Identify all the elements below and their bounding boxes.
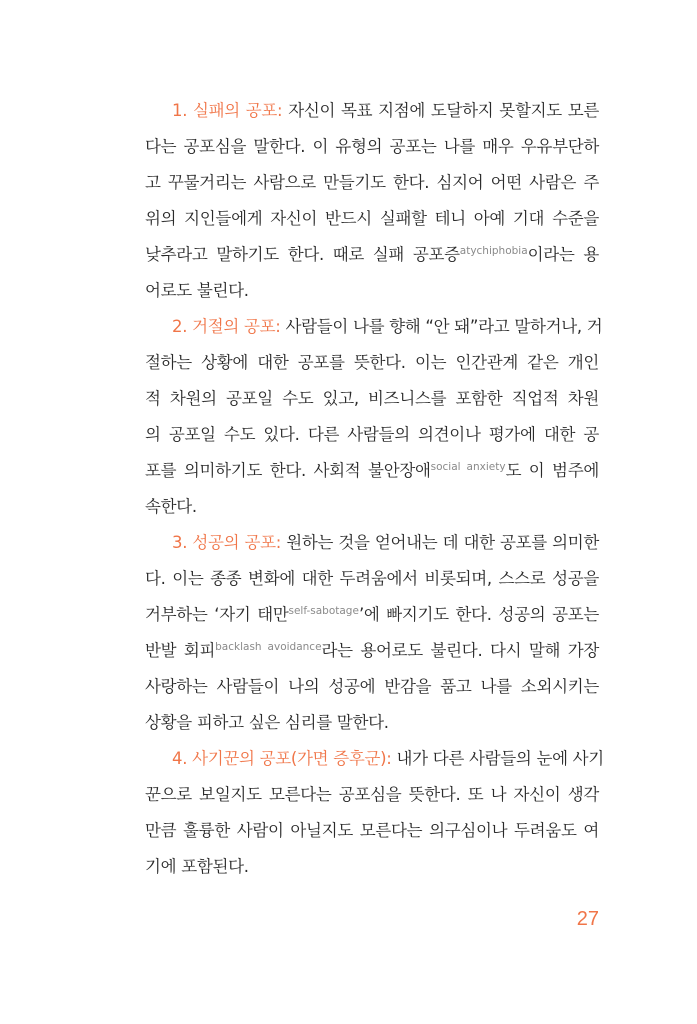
body-text-run: 원하는 것을 얻어내는 데 대한 공포를 의미한 (286, 533, 599, 552)
body-text-run: 기에 포함된다. (145, 857, 249, 876)
page-number: 27 (576, 908, 599, 930)
body-text-run: ’에 빠지기도 한다. 성공의 공포는 (358, 605, 599, 624)
section-label: 1. 실패의 공포: (172, 101, 289, 120)
body-text-run: 의 공포일 수도 있다. 다른 사람들의 의견이나 평가에 대한 공 (145, 425, 599, 444)
english-term: atychiphobia (459, 245, 528, 257)
body-text-run: 사람들이 나를 향해 “안 돼”라고 말하거나, 거 (285, 317, 603, 336)
body-text-run: 위의 지인들에게 자신이 반드시 실패할 테니 아예 기대 수준을 (145, 209, 599, 228)
body-text-run: 이라는 용 (527, 245, 599, 264)
text-line (145, 597, 599, 633)
text-line (145, 273, 599, 309)
body-text-run: 고 꾸물거리는 사람으로 만들기도 한다. 심지어 어떤 사람은 주 (145, 173, 599, 192)
english-term: backlash avoidance (215, 641, 322, 653)
text-line (145, 345, 599, 381)
text-line (145, 309, 603, 345)
text-line (145, 417, 599, 453)
text-line (145, 741, 604, 777)
text-line (145, 777, 599, 813)
english-term: social anxiety (430, 461, 506, 473)
text-line (145, 165, 599, 201)
body-text-run: 도 이 범주에 (505, 461, 599, 480)
body-text-run: 반발 회피 (145, 641, 216, 660)
body-text-run: 라는 용어로도 불린다. 다시 말해 가장 (321, 641, 599, 660)
body-text-run: 적 차원의 공포일 수도 있고, 비즈니스를 포함한 직업적 차원 (145, 389, 599, 408)
body-text-run: 낮추라고 말하기도 한다. 때로 실패 공포증 (145, 245, 460, 264)
text-line (145, 669, 599, 705)
body-text (145, 93, 604, 885)
body-text-run: 속한다. (145, 497, 197, 516)
text-line (145, 453, 599, 489)
paragraph-2 (145, 309, 603, 525)
text-line (145, 813, 599, 849)
text-line (145, 633, 599, 669)
body-text-run: 다. 이는 종종 변화에 대한 두려움에서 비롯되며, 스스로 성공을 (145, 569, 599, 588)
body-text-run: 어로도 불린다. (145, 281, 249, 300)
body-text-run: 거부하는 ‘자기 태만 (145, 605, 289, 624)
body-text-run: 꾼으로 보일지도 모른다는 공포심을 뜻한다. 또 나 자신이 생각 (145, 785, 599, 804)
body-text-run: 사랑하는 사람들이 나의 성공에 반감을 품고 나를 소외시키는 (145, 677, 599, 696)
body-text-run: 포를 의미하기도 한다. 사회적 불안장애 (145, 461, 431, 480)
section-label: 3. 성공의 공포: (172, 533, 287, 552)
body-text-run: 다는 공포심을 말한다. 이 유형의 공포는 나를 매우 우유부단하 (145, 137, 599, 156)
text-line (145, 129, 599, 165)
text-line (145, 489, 599, 525)
text-line (145, 561, 599, 597)
body-text-run: 만큼 훌륭한 사람이 아닐지도 모른다는 의구심이나 두려움도 여 (145, 821, 599, 840)
paragraph-4 (145, 741, 604, 885)
english-term: self-sabotage (288, 605, 359, 617)
text-line (145, 525, 599, 561)
text-line (145, 237, 599, 273)
paragraph-3 (145, 525, 599, 741)
text-line (145, 705, 599, 741)
section-label: 2. 거절의 공포: (172, 317, 286, 336)
body-text-run: 내가 다른 사람들의 눈에 사기 (396, 749, 604, 768)
text-line (145, 849, 599, 885)
text-line (145, 201, 599, 237)
body-text-run: 절하는 상황에 대한 공포를 뜻한다. 이는 인간관계 같은 개인 (145, 353, 599, 372)
section-label: 4. 사기꾼의 공포(가면 증후군): (172, 749, 397, 768)
body-text-run: 자신이 목표 지점에 도달하지 못할지도 모른 (288, 101, 599, 120)
paragraph-1 (145, 93, 599, 309)
text-line (145, 93, 599, 129)
text-line (145, 381, 599, 417)
body-text-run: 상황을 피하고 싶은 심리를 말한다. (145, 713, 389, 732)
